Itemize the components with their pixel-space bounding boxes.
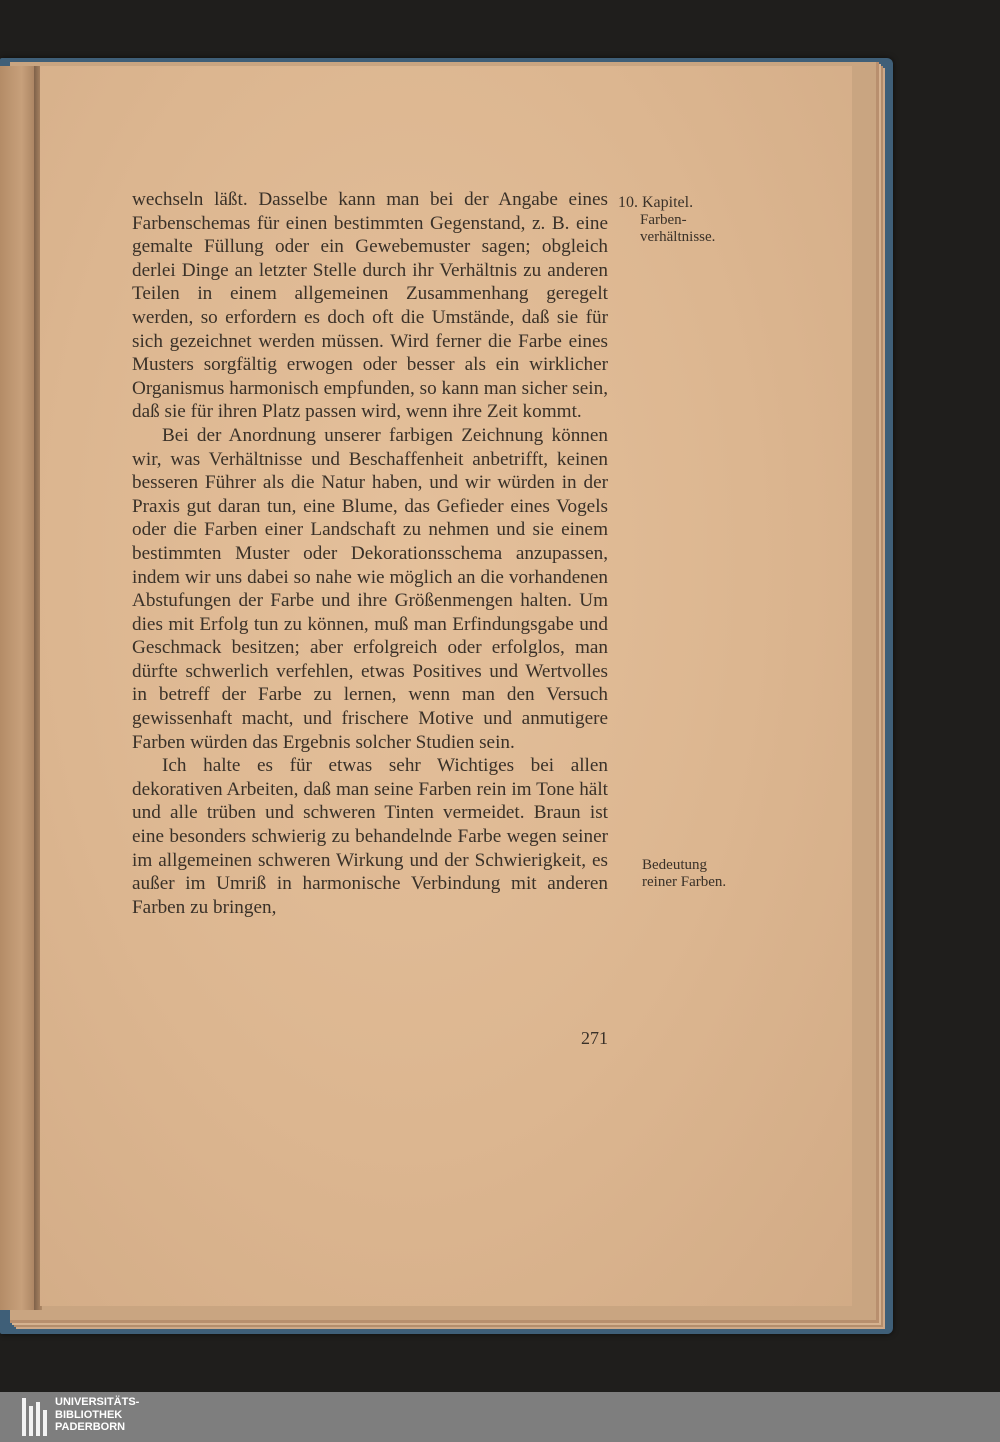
book-page bbox=[40, 66, 852, 1306]
chapter-subtitle-line-1: Farben- bbox=[640, 212, 687, 228]
body-text bbox=[132, 188, 608, 919]
logo-line-1: UNIVERSITÄTS- bbox=[55, 1396, 140, 1408]
margin-note-line-1: Bedeutung bbox=[642, 857, 707, 873]
chapter-subtitle-line-2: verhältnisse. bbox=[640, 229, 716, 245]
paragraph-3: Ich halte es für etwas sehr Wichtiges bei allen dekorativen Arbeiten, daß man seine Farben rein im Tone hält und alle trüben und schweren Tinten vermeidet. Braun ist eine besonders schwierig zu behandelnde Farbe wegen seiner im allgemeinen schweren Wirkung und der Schwierigkeit, es außer im Umriß in harmonische Verbindung mit anderen Farben zu bringen, bbox=[132, 755, 608, 918]
paragraph-1: wechseln läßt. Dasselbe kann man bei der Angabe eines Farbenschemas für einen bestimmten Gegenstand, z. B. eine gemalte Füllung oder ein Gewebemuster sagen; obgleich derlei Dinge an letzter Stelle durch ihr Verhältnis zu anderen Teilen in einem allgemeinen Zusammenhang geregelt werden, so erfordern es doch oft die Umstände, daß sie für sich gezeichnet werden müssen. Wird ferner die Farbe eines Musters sorgfältig erwogen oder besser als ein wirklicher Organismus harmonisch empfunden, so kann man sicher sein, daß sie für ihren Platz passen wird, wenn ihre Zeit kommt. bbox=[132, 189, 608, 423]
previous-page-edge bbox=[0, 66, 36, 1310]
logo-line-2: BIBLIOTHEK bbox=[55, 1408, 123, 1421]
margin-note-section bbox=[642, 857, 772, 891]
logo-line-3: PADERBORN bbox=[55, 1421, 126, 1433]
library-footer bbox=[0, 1392, 1000, 1442]
library-logo-icon bbox=[22, 1398, 50, 1436]
page-number: 271 bbox=[581, 1028, 608, 1048]
library-logo-text bbox=[55, 1396, 139, 1434]
margin-note-line-2: reiner Farben. bbox=[642, 874, 727, 890]
margin-note-chapter bbox=[618, 194, 728, 246]
chapter-label: 10. Kapitel. bbox=[618, 194, 694, 211]
paragraph-2: Bei der Anordnung unserer farbigen Zeichnung können wir, was Verhältnisse und Beschaffenheit anbetrifft, keinen besseren Führer als die Natur haben, und wir würden in der Praxis gut daran tun, eine Blume, das Gefieder eines Vogels oder die Farben einer Landschaft zu nehmen und sie einem bestimmten Muster oder Dekorationsschema anzupassen, indem wir uns dabei so nahe wie möglich an die vorhandenen Abstufungen der Farbe und ihre Größenmengen halten. Um dies mit Erfolg tun zu können, muß man Erfindungsgabe und Geschmack besitzen; aber erfolgreich oder erfolglos, man dürfte schwerlich verfehlen, etwas Positives und Wertvolles in betreff der Farbe zu lernen, wenn man den Versuch gewissenhaft macht, und frischere Motive und anmutigere Farben würden das Ergebnis solcher Studien sein. bbox=[132, 424, 608, 753]
